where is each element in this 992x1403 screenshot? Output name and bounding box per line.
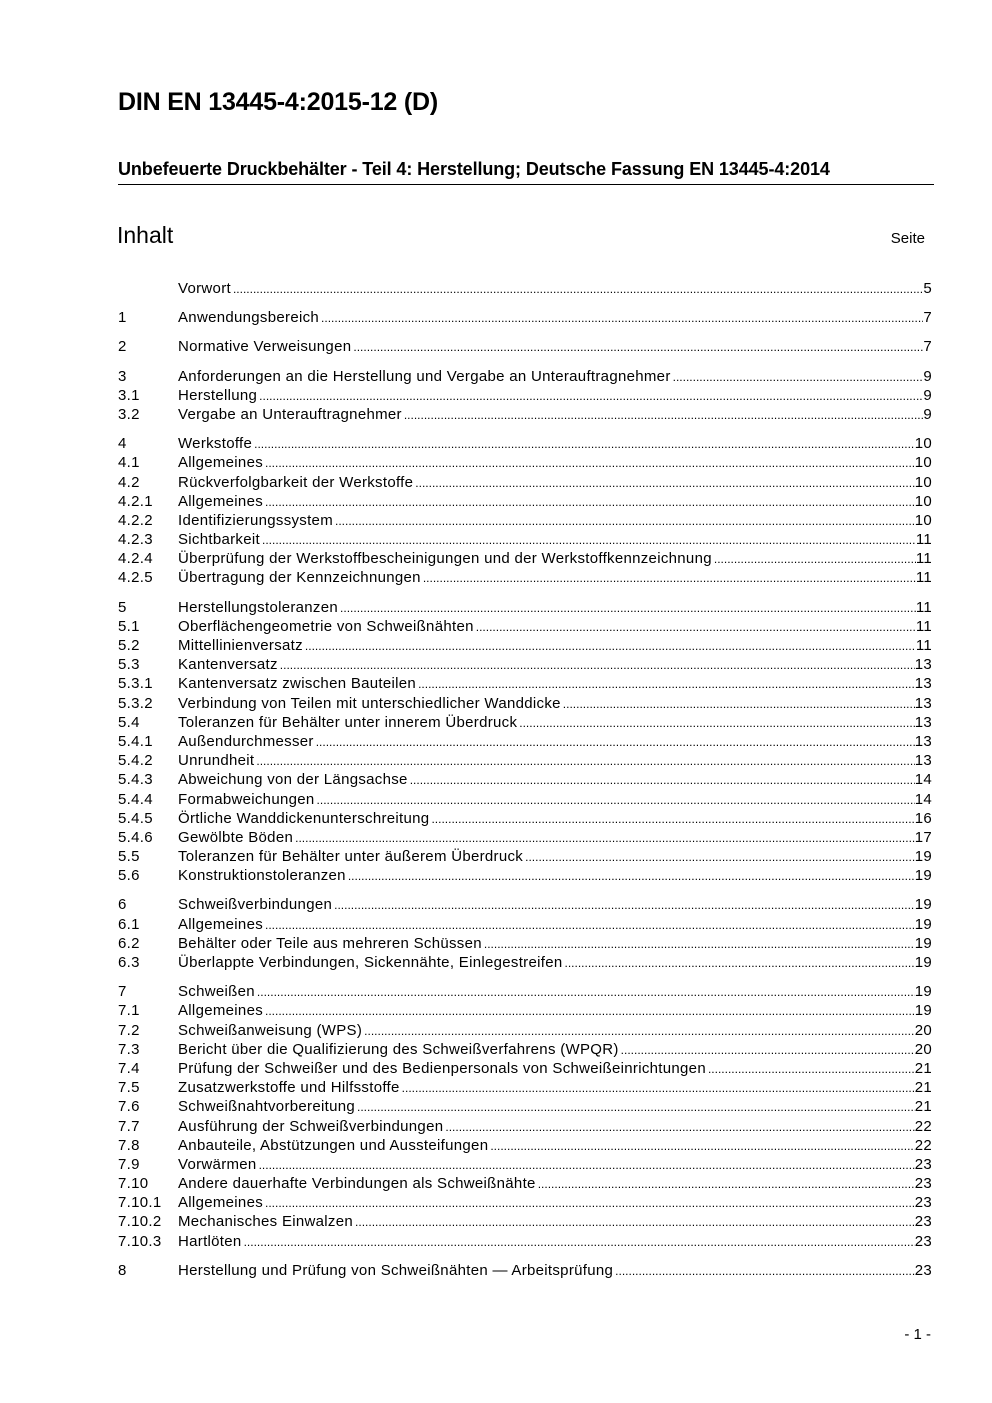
toc-entry-title: Mechanisches Einwalzen	[178, 1213, 354, 1231]
toc-group	[118, 308, 932, 327]
toc-entry-number: 5.4.3	[118, 771, 153, 789]
toc-leader-dots	[334, 896, 915, 915]
toc-entry-title: Formabweichungen	[178, 790, 315, 808]
toc-entry-number: 7.5	[118, 1079, 140, 1097]
toc-entry-title: Anwendungsbereich	[178, 309, 320, 327]
toc-entry[interactable]	[118, 1117, 932, 1136]
toc-entry-number: 5.3.1	[118, 675, 153, 693]
toc-entry-number: 4.2.2	[118, 511, 153, 529]
toc-entry-page: 11	[915, 598, 932, 616]
toc-entry-page: 19	[914, 867, 932, 885]
table-of-contents	[118, 279, 932, 1290]
toc-entry-page: 17	[914, 828, 932, 846]
toc-leader-dots	[348, 867, 915, 886]
toc-entry-number: 6	[118, 896, 127, 914]
toc-entry-page: 20	[914, 1040, 932, 1058]
toc-leader-dots	[418, 675, 915, 694]
toc-entry[interactable]	[118, 617, 932, 636]
toc-entry-page: 13	[914, 656, 932, 674]
contents-heading: Inhalt	[117, 222, 174, 248]
toc-entry[interactable]	[118, 367, 932, 386]
toc-entry-title: Unrundheit	[178, 752, 255, 770]
toc-entry[interactable]	[118, 1174, 932, 1193]
toc-entry-page: 11	[915, 531, 932, 549]
toc-entry[interactable]	[118, 770, 932, 789]
toc-entry-title: Allgemeines	[178, 1002, 264, 1020]
toc-entry-title: Werkstoffe	[178, 435, 253, 453]
toc-leader-dots	[295, 829, 915, 848]
toc-group	[118, 598, 932, 886]
toc-entry-page: 19	[914, 1002, 932, 1020]
toc-leader-dots	[538, 1175, 915, 1194]
toc-entry-title: Herstellung	[178, 386, 258, 404]
toc-entry-title: Hartlöten	[178, 1232, 242, 1250]
toc-leader-dots	[563, 695, 915, 714]
toc-leader-dots	[415, 474, 914, 493]
toc-entry-number: 7.10	[118, 1175, 149, 1193]
toc-entry-number: 4.2.3	[118, 531, 153, 549]
toc-entry[interactable]	[118, 1078, 932, 1097]
toc-entry-page: 14	[914, 771, 932, 789]
toc-entry-page: 9	[923, 405, 932, 423]
toc-entry-number: 7.9	[118, 1155, 140, 1173]
toc-entry-title: Sichtbarkeit	[178, 531, 260, 549]
toc-leader-dots	[525, 848, 915, 867]
toc-entry-page: 11	[915, 550, 932, 568]
toc-group	[118, 982, 932, 1251]
toc-leader-dots	[357, 1098, 915, 1117]
toc-entry-page: 13	[914, 675, 932, 693]
toc-entry-number: 7.8	[118, 1136, 140, 1154]
toc-entry-number: 7.10.1	[118, 1194, 162, 1212]
toc-leader-dots	[445, 1118, 914, 1137]
toc-entry-page: 9	[923, 367, 932, 385]
toc-entry-title: Prüfung der Schweißer und des Bedienpersonals von Schweißeinrichtungen	[178, 1059, 706, 1077]
toc-entry-number: 5.3.2	[118, 694, 153, 712]
toc-leader-dots	[355, 1213, 915, 1232]
toc-entry[interactable]	[118, 866, 932, 885]
toc-entry[interactable]	[118, 694, 932, 713]
toc-leader-dots	[476, 618, 916, 637]
toc-leader-dots	[257, 983, 915, 1002]
toc-entry-page: 14	[914, 790, 932, 808]
toc-leader-dots	[404, 406, 924, 425]
toc-leader-dots	[615, 1262, 915, 1281]
document-title: DIN EN 13445-4:2015-12 (D)	[118, 88, 438, 116]
toc-entry-number: 5.3	[118, 656, 140, 674]
toc-leader-dots	[423, 569, 916, 588]
toc-leader-dots	[519, 714, 914, 733]
toc-entry-number: 7.10.3	[118, 1232, 162, 1250]
toc-entry-number: 7.1	[118, 1002, 140, 1020]
toc-entry-title: Toleranzen für Behälter unter innerem Überdruck	[178, 713, 518, 731]
toc-leader-dots	[340, 599, 916, 618]
toc-leader-dots	[321, 309, 923, 328]
toc-entry-title: Herstellungstoleranzen	[178, 598, 339, 616]
toc-entry[interactable]	[118, 1097, 932, 1116]
toc-entry-page: 11	[915, 617, 932, 635]
toc-entry-number: 4.2	[118, 473, 140, 491]
toc-entry-page: 19	[914, 954, 932, 971]
toc-entry-page: 10	[914, 511, 932, 529]
toc-leader-dots	[335, 512, 915, 531]
toc-group	[118, 337, 932, 356]
toc-entry[interactable]	[118, 953, 932, 972]
toc-entry-page: 20	[914, 1021, 932, 1039]
toc-entry-title: Identifizierungssystem	[178, 511, 333, 529]
toc-entry[interactable]	[118, 1232, 932, 1251]
toc-entry[interactable]	[118, 492, 932, 511]
toc-group	[118, 367, 932, 425]
toc-entry-number: 5.4.2	[118, 752, 153, 770]
toc-entry-page: 23	[914, 1194, 932, 1212]
toc-entry-title: Ausführung der Schweißverbindungen	[178, 1117, 444, 1135]
toc-entry[interactable]	[118, 636, 932, 655]
toc-entry-page: 21	[914, 1098, 932, 1116]
toc-entry[interactable]	[118, 934, 932, 953]
toc-entry-title: Allgemeines	[178, 1194, 264, 1212]
toc-entry-number: 7.3	[118, 1040, 140, 1058]
toc-entry-title: Schweißanweisung (WPS)	[178, 1021, 363, 1039]
toc-entry-title: Überprüfung der Werkstoffbescheinigungen und der Werkstoffkennzeichnung	[178, 550, 712, 568]
toc-entry-number: 5.4.4	[118, 790, 153, 808]
toc-entry[interactable]	[118, 809, 932, 828]
toc-entry-title: Schweißnahtvorbereitung	[178, 1098, 355, 1116]
toc-entry-number: 3.2	[118, 405, 140, 423]
toc-entry-number: 7.2	[118, 1021, 140, 1039]
toc-entry[interactable]	[118, 1040, 932, 1059]
toc-leader-dots	[256, 752, 914, 771]
toc-entry-number: 5.5	[118, 848, 140, 866]
toc-leader-dots	[565, 954, 915, 973]
toc-leader-dots	[254, 435, 915, 454]
toc-entry-page: 23	[914, 1261, 932, 1279]
toc-entry-title: Vergabe an Unterauftragnehmer	[178, 405, 402, 423]
toc-leader-dots	[410, 771, 915, 790]
toc-entry-title: Oberflächengeometrie von Schweißnähten	[178, 617, 474, 635]
toc-entry-page: 23	[914, 1232, 932, 1250]
toc-entry-number: 5.2	[118, 637, 140, 654]
toc-entry-title: Allgemeines	[178, 915, 264, 933]
toc-group	[118, 279, 932, 298]
toc-entry-page: 13	[914, 713, 932, 731]
toc-entry[interactable]	[118, 1155, 932, 1174]
toc-entry-number: 7.7	[118, 1117, 140, 1135]
toc-entry-page: 16	[914, 809, 932, 827]
toc-leader-dots	[316, 733, 915, 752]
toc-entry-page: 7	[923, 338, 932, 356]
toc-entry-page: 19	[914, 896, 932, 914]
toc-entry-title: Verbindung von Teilen mit unterschiedlicher Wanddicke	[178, 694, 561, 712]
toc-entry-title: Vorwort	[178, 280, 231, 297]
toc-entry-page: 19	[914, 934, 932, 952]
toc-entry-title: Außendurchmesser	[178, 732, 314, 750]
toc-leader-dots	[621, 1041, 915, 1060]
toc-entry-page: 10	[914, 454, 932, 472]
toc-leader-dots	[305, 637, 916, 656]
toc-leader-dots	[714, 550, 916, 569]
toc-entry-title: Kantenversatz zwischen Bauteilen	[178, 675, 417, 693]
toc-entry[interactable]	[118, 568, 932, 587]
toc-entry-title: Bericht über die Qualifizierung des Schweißverfahrens (WPQR)	[178, 1040, 619, 1058]
toc-entry-number: 5.4	[118, 713, 140, 731]
toc-entry-page: 13	[914, 732, 932, 750]
toc-entry-number: 7	[118, 983, 127, 1001]
toc-entry[interactable]	[118, 915, 932, 934]
toc-entry-title: Kantenversatz	[178, 656, 278, 674]
toc-entry-number: 7.10.2	[118, 1213, 162, 1231]
toc-entry-page: 21	[914, 1079, 932, 1097]
toc-leader-dots	[233, 280, 923, 299]
toc-entry-page: 13	[914, 694, 932, 712]
toc-entry[interactable]	[118, 386, 932, 405]
toc-entry-page: 19	[914, 848, 932, 866]
toc-entry-title: Mittellinienversatz	[178, 637, 303, 654]
page-footer: - 1 -	[904, 1326, 931, 1343]
toc-entry[interactable]	[118, 473, 932, 492]
toc-entry-page: 9	[923, 386, 932, 404]
toc-entry[interactable]	[118, 674, 932, 693]
toc-entry-number: 3	[118, 367, 127, 385]
toc-entry-title: Anforderungen an die Herstellung und Vergabe an Unterauftragnehmer	[178, 367, 671, 385]
toc-leader-dots	[364, 1022, 915, 1041]
toc-group	[118, 895, 932, 972]
toc-entry-number: 6.3	[118, 954, 140, 971]
toc-entry-number: 5.4.6	[118, 828, 153, 846]
toc-entry[interactable]	[118, 337, 932, 356]
toc-entry-title: Konstruktionstoleranzen	[178, 867, 346, 885]
toc-leader-dots	[259, 387, 923, 406]
toc-entry-title: Rückverfolgbarkeit der Werkstoffe	[178, 473, 414, 491]
toc-entry-page: 7	[923, 309, 932, 327]
toc-entry[interactable]	[118, 511, 932, 530]
toc-entry[interactable]	[118, 1059, 932, 1078]
toc-entry-number: 7.6	[118, 1098, 140, 1116]
toc-entry[interactable]	[118, 828, 932, 847]
toc-leader-dots	[402, 1079, 915, 1098]
toc-leader-dots	[259, 1156, 915, 1175]
toc-entry-title: Gewölbte Böden	[178, 828, 294, 846]
toc-leader-dots	[262, 531, 916, 550]
toc-entry-title: Übertragung der Kennzeichnungen	[178, 569, 421, 587]
toc-entry-title: Allgemeines	[178, 454, 264, 472]
toc-entry-page: 10	[914, 435, 932, 453]
document-subtitle: Unbefeuerte Druckbehälter - Teil 4: Herstellung; Deutsche Fassung EN 13445-4:2014	[118, 159, 934, 185]
toc-entry-page: 10	[914, 473, 932, 491]
toc-entry-page: 23	[914, 1175, 932, 1193]
toc-entry-page: 19	[914, 983, 932, 1001]
toc-entry-page: 22	[914, 1136, 932, 1154]
toc-entry-page: 19	[914, 915, 932, 933]
toc-entry[interactable]	[118, 453, 932, 472]
toc-entry-title: Überlappte Verbindungen, Sickennähte, Einlegestreifen	[178, 954, 563, 971]
toc-leader-dots	[265, 916, 915, 935]
toc-entry-page: 11	[915, 569, 932, 587]
toc-entry-page: 23	[914, 1213, 932, 1231]
toc-entry-number: 3.1	[118, 386, 140, 404]
toc-leader-dots	[708, 1060, 915, 1079]
toc-entry-title: Schweißverbindungen	[178, 896, 333, 914]
toc-leader-dots	[265, 1002, 915, 1021]
toc-entry[interactable]	[118, 1136, 932, 1155]
toc-entry-title: Schweißen	[178, 983, 255, 1001]
toc-entry-title: Anbauteile, Abstützungen und Aussteifungen	[178, 1136, 489, 1154]
toc-entry-page: 5	[923, 280, 932, 297]
toc-entry-number: 5.4.1	[118, 732, 153, 750]
toc-leader-dots	[673, 368, 924, 387]
toc-entry-title: Normative Verweisungen	[178, 338, 352, 356]
toc-entry-number: 6.1	[118, 915, 140, 933]
toc-entry[interactable]	[118, 982, 932, 1001]
toc-entry-title: Allgemeines	[178, 492, 264, 510]
toc-entry-number: 5	[118, 598, 127, 616]
toc-entry-number: 4	[118, 435, 127, 453]
toc-entry[interactable]	[118, 530, 932, 549]
toc-leader-dots	[265, 1194, 915, 1213]
toc-leader-dots	[353, 338, 923, 357]
toc-entry[interactable]	[118, 790, 932, 809]
toc-entry-number: 6.2	[118, 934, 140, 952]
toc-entry-number: 4.2.4	[118, 550, 153, 568]
toc-entry-number: 4.2.5	[118, 569, 153, 587]
toc-entry-page: 22	[914, 1117, 932, 1135]
toc-entry[interactable]	[118, 279, 932, 298]
toc-entry[interactable]	[118, 895, 932, 914]
toc-entry-page: 21	[914, 1059, 932, 1077]
toc-leader-dots	[431, 810, 914, 829]
toc-entry-page: 23	[914, 1155, 932, 1173]
toc-entry-page: 13	[914, 752, 932, 770]
toc-entry-number: 7.4	[118, 1059, 140, 1077]
toc-entry-number: 5.6	[118, 867, 140, 885]
toc-entry-number: 2	[118, 338, 127, 356]
toc-entry[interactable]	[118, 732, 932, 751]
toc-entry[interactable]	[118, 598, 932, 617]
toc-entry-title: Vorwärmen	[178, 1155, 257, 1173]
toc-entry[interactable]	[118, 847, 932, 866]
toc-entry-title: Andere dauerhafte Verbindungen als Schweißnähte	[178, 1175, 536, 1193]
toc-group	[118, 434, 932, 588]
toc-entry-title: Herstellung und Prüfung von Schweißnähten — Arbeitsprüfung	[178, 1261, 614, 1279]
toc-entry[interactable]	[118, 1001, 932, 1020]
toc-entry-title: Behälter oder Teile aus mehreren Schüssen	[178, 934, 482, 952]
toc-entry[interactable]	[118, 655, 932, 674]
toc-entry[interactable]	[118, 751, 932, 770]
toc-leader-dots	[244, 1233, 915, 1252]
toc-entry-number: 5.1	[118, 617, 140, 635]
toc-entry-number: 4.1	[118, 454, 140, 472]
toc-entry[interactable]	[118, 1212, 932, 1231]
toc-leader-dots	[490, 1137, 914, 1156]
toc-entry[interactable]	[118, 308, 932, 327]
toc-leader-dots	[317, 791, 915, 810]
toc-entry[interactable]	[118, 713, 932, 732]
toc-group	[118, 1261, 932, 1280]
toc-leader-dots	[484, 935, 915, 954]
toc-leader-dots	[265, 493, 915, 512]
toc-entry-number: 5.4.5	[118, 809, 153, 827]
toc-entry-number: 4.2.1	[118, 492, 153, 510]
toc-entry-page: 11	[915, 637, 932, 654]
toc-entry[interactable]	[118, 434, 932, 453]
toc-entry[interactable]	[118, 1193, 932, 1212]
page-column-label: Seite	[890, 230, 925, 247]
toc-entry-title: Toleranzen für Behälter unter äußerem Überdruck	[178, 848, 524, 866]
toc-entry-number: 1	[118, 309, 127, 327]
toc-entry[interactable]	[118, 1261, 932, 1280]
toc-entry-number: 8	[118, 1261, 127, 1279]
toc-leader-dots	[280, 656, 915, 675]
toc-entry-title: Zusatzwerkstoffe und Hilfsstoffe	[178, 1079, 400, 1097]
toc-entry-title: Abweichung von der Längsachse	[178, 771, 408, 789]
toc-entry[interactable]	[118, 549, 932, 568]
toc-entry[interactable]	[118, 1021, 932, 1040]
toc-leader-dots	[265, 454, 915, 473]
toc-entry-title: Örtliche Wanddickenunterschreitung	[178, 809, 430, 827]
toc-entry[interactable]	[118, 405, 932, 424]
toc-entry-page: 10	[914, 492, 932, 510]
